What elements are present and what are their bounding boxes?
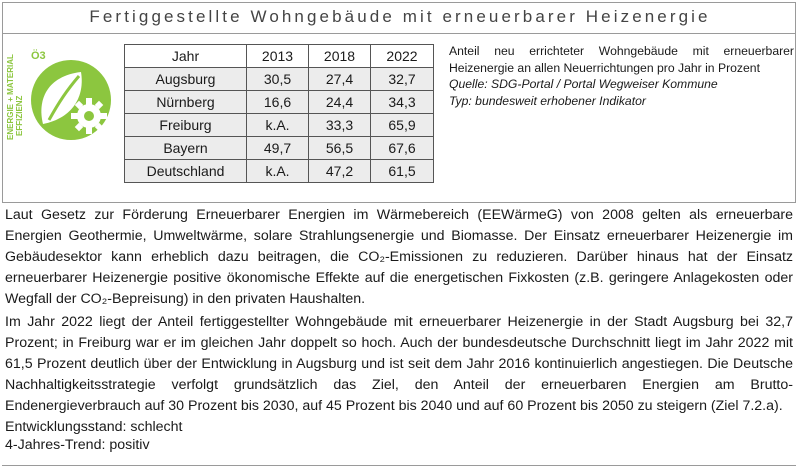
table-row bbox=[125, 160, 434, 183]
table-cell: 16,6 bbox=[247, 91, 309, 114]
table-cell: Bayern bbox=[125, 137, 247, 160]
table-cell: Nürnberg bbox=[125, 91, 247, 114]
table-cell: 65,9 bbox=[371, 114, 434, 137]
paragraph-2: Im Jahr 2022 liegt der Anteil fertiggestellter Wohngebäude mit erneuerbarer Heizenergie in der Stadt Augsburg bei 32,7 Prozent; in Freiburg war er im gleichen Jahr doppelt so hoch. Auch der bundesdeutsche Durchschnitt liegt im Jahr 2022 mit 61,5 Prozent deutlich über der Entwicklung in Augsburg und ist seit dem Jahr 2016 kontinuierlich angestiegen. Die Deutsche Nachhaltigkeitsstrategie verfolgt grundsätzlich das Ziel, den Anteil der erneuerbaren Energien am Brutto-Endenergieverbrauch auf 30 Prozent bis 2030, auf 45 Prozent bis 2040 und auf 60 Prozent bis 2050 zu steigern (Ziel 7.2.a). bbox=[5, 314, 793, 414]
header-cell: 2013 bbox=[247, 45, 309, 68]
indicator-table bbox=[124, 44, 434, 183]
table-cell: 47,2 bbox=[309, 160, 371, 183]
header-cell: 2022 bbox=[371, 45, 434, 68]
table-cell: 56,5 bbox=[309, 137, 371, 160]
table-row bbox=[125, 114, 434, 137]
header-cell: 2018 bbox=[309, 45, 371, 68]
bottom-divider bbox=[2, 465, 796, 466]
header-cell: Jahr bbox=[125, 45, 247, 68]
indicator-description bbox=[449, 43, 794, 109]
table-row bbox=[125, 68, 434, 91]
gear-leaf-icon bbox=[5, 46, 117, 148]
table-row bbox=[125, 137, 434, 160]
table-cell: 30,5 bbox=[247, 68, 309, 91]
table-cell: 34,3 bbox=[371, 91, 434, 114]
logo-badge: Ö3 bbox=[31, 50, 46, 62]
table-cell: Freiburg bbox=[125, 114, 247, 137]
table-cell: 33,3 bbox=[309, 114, 371, 137]
table-row bbox=[125, 91, 434, 114]
page-title: Fertiggestellte Wohngebäude mit erneuerbarer Heizenergie bbox=[89, 7, 711, 26]
table-cell: 61,5 bbox=[371, 160, 434, 183]
table-cell: 32,7 bbox=[371, 68, 434, 91]
table-header-row bbox=[125, 45, 434, 68]
table-cell: Deutschland bbox=[125, 160, 247, 183]
description-text: Anteil neu errichteter Wohngebäude mit erneuerbarer Heizenergie an allen Neuerrichtungen pro Jahr in Prozent bbox=[449, 44, 794, 75]
title-divider bbox=[2, 33, 796, 34]
table-cell: 49,7 bbox=[247, 137, 309, 160]
source-text: Quelle: SDG-Portal / Portal Wegweiser Kommune bbox=[449, 77, 718, 91]
table-cell: k.A. bbox=[247, 160, 309, 183]
table-cell: 24,4 bbox=[309, 91, 371, 114]
table-cell: k.A. bbox=[247, 114, 309, 137]
table-cell: 67,6 bbox=[371, 137, 434, 160]
paragraph-1: Laut Gesetz zur Förderung Erneuerbarer Energien im Wärmebereich (EEWärmeG) von 2008 gelten als erneuerbare Energien Geothermie, Umweltwärme, solare Strahlungsenergie und Biomasse. Der Einsatz erneuerbarer Heizenergie im Gebäudesektor kann erheblich dazu beitragen, die CO₂-Emissionen zu reduzieren. Darüber hinaus hat der Einsatz erneuerbarer Heizenergie positive ökonomische Effekte auf die energetischen Fixkosten (z.B. geringere Anlagekosten oder Wegfall der CO₂-Bepreisung) in den privaten Haushalten. bbox=[5, 207, 793, 307]
trend-text: 4-Jahres-Trend: positiv bbox=[5, 437, 150, 453]
logo-label-line2: EFFIZIENZ bbox=[15, 95, 24, 136]
type-text: Typ: bundesweit erhobener Indikator bbox=[449, 93, 646, 108]
status-text: Entwicklungsstand: schlecht bbox=[5, 419, 183, 435]
table-cell: Augsburg bbox=[125, 68, 247, 91]
table-cell: 27,4 bbox=[309, 68, 371, 91]
logo-label-line1: ENERGIE + MATERIAL bbox=[6, 54, 15, 140]
